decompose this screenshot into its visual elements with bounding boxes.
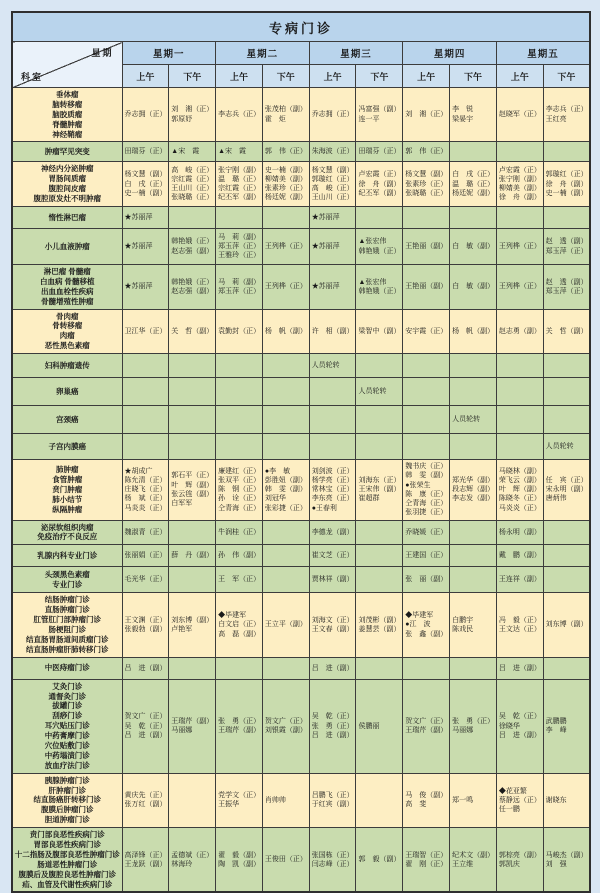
schedule-cell: 孙 伟（副）: [216, 545, 263, 567]
dept-cell: 胰腺肿瘤门诊 肝肿瘤门诊 结直肠癌肝转移门诊 腹膜后肿瘤门诊 胆道肿瘤门诊: [12, 773, 122, 827]
table-row: [12, 520, 590, 545]
schedule-cell: 吕鹏飞（正） 于红宾（副）: [309, 773, 356, 827]
schedule-cell: [169, 378, 216, 406]
week-dept-corner-cell: [12, 42, 122, 88]
schedule-cell: 魏淑青（正）: [122, 520, 169, 545]
dept-cell: 乳腺内科专业门诊: [12, 545, 122, 567]
dept-cell: 中医痔瘤门诊: [12, 657, 122, 679]
schedule-cell: 刘海文（正） 王文春（副）: [309, 593, 356, 657]
schedule-cell: 郭石平（正） 叶 辉（副） 张云毪（副） 白军军: [169, 460, 216, 520]
schedule-cell: 乔晓媛（正）: [403, 520, 450, 545]
pm-header: 下午: [262, 65, 309, 88]
schedule-cell: 冯 毅（正） 王文达（正）: [496, 593, 543, 657]
schedule-cell: 贺文广（正） 王瑞芹（副）: [403, 679, 450, 773]
schedule-cell: 刘东博（副） 卢艳军: [169, 593, 216, 657]
schedule-cell: 王文渊（正） 张毅勃（副）: [122, 593, 169, 657]
schedule-sheet: [11, 0, 589, 893]
am-header: 上午: [403, 65, 450, 88]
title-row: [12, 12, 590, 42]
day-header-friday: 星期五: [496, 42, 590, 65]
table-row: [12, 460, 590, 520]
schedule-cell: 王瑞芹（副） 马丽娜: [169, 679, 216, 773]
schedule-cell: 刘 湘（正）: [403, 88, 450, 142]
schedule-cell: 杨文慧（副） 白 戌（正） 史一楠（副）: [122, 162, 169, 207]
schedule-cell: [356, 406, 403, 434]
schedule-cell: [403, 406, 450, 434]
schedule-cell: 郭 毅（副）: [356, 828, 403, 893]
schedule-cell: 人员轮转: [309, 354, 356, 378]
schedule-cell: 杨 帆（副）: [262, 309, 309, 354]
schedule-cell: [543, 207, 590, 229]
schedule-cell: 王艳丽（副）: [403, 229, 450, 265]
table-row: [12, 142, 590, 162]
schedule-cell: [403, 207, 450, 229]
pm-header: 下午: [356, 65, 403, 88]
schedule-cell: ▲宋 霞: [169, 142, 216, 162]
schedule-cell: [543, 520, 590, 545]
schedule-cell: ★苏丽萍: [122, 229, 169, 265]
dept-cell: 小儿血液肿瘤: [12, 229, 122, 265]
schedule-cell: [262, 520, 309, 545]
schedule-cell: ▲宋 霞: [216, 142, 263, 162]
schedule-cell: [356, 773, 403, 827]
schedule-cell: ◆花亚繁 蔡静远（正） 任一鹏: [496, 773, 543, 827]
schedule-cell: 朱海波（正）: [309, 142, 356, 162]
schedule-cell: 白 敏（副）: [450, 229, 497, 265]
schedule-cell: [356, 520, 403, 545]
pm-header: 下午: [169, 65, 216, 88]
day-header-monday: 星期一: [122, 42, 216, 65]
table-row: [12, 88, 590, 142]
schedule-cell: [356, 354, 403, 378]
schedule-cell: [309, 434, 356, 460]
dept-cell: 卵巢癌: [12, 378, 122, 406]
am-header: 上午: [122, 65, 169, 88]
schedule-cell: ▲张宏伟 韩艳娥（正）: [356, 265, 403, 310]
dept-cell: 结肠肿瘤门诊 直肠肿瘤门诊 肛管肛门部肿瘤门诊 肠梗阻门诊 结直肠胃肠道间质瘤门诊 结直肠肿瘤肝肺转移门诊: [12, 593, 122, 657]
dept-cell: 妇科肿瘤遗传: [12, 354, 122, 378]
dept-cell: 泌尿软组织肉瘤 免疫治疗不良反应: [12, 520, 122, 545]
schedule-cell: [450, 434, 497, 460]
schedule-cell: 刘东博（副）: [543, 593, 590, 657]
schedule-cell: 王列桦（正）: [262, 265, 309, 310]
schedule-cell: 杨文慧（副） 郭璇红（正） 高 峻（正） 王山川（正）: [309, 162, 356, 207]
schedule-cell: 郑一鸣: [450, 773, 497, 827]
schedule-cell: 马 俊（副） 高 斐: [403, 773, 450, 827]
schedule-cell: 郭 伟（正）: [262, 142, 309, 162]
schedule-cell: [403, 354, 450, 378]
schedule-cell: 卫江华（正）: [122, 309, 169, 354]
schedule-cell: [450, 354, 497, 378]
day-header-tuesday: 星期二: [216, 42, 310, 65]
schedule-cell: 韩艳娥（正） 赵志强（副）: [169, 229, 216, 265]
schedule-cell: 赵 透（副） 郑玉萍（正）: [543, 265, 590, 310]
schedule-cell: [450, 567, 497, 593]
schedule-cell: 关 哲（副）: [543, 309, 590, 354]
schedule-cell: [169, 520, 216, 545]
dept-label: 科室: [21, 72, 44, 82]
table-row: [12, 229, 590, 265]
schedule-cell: 王连祥（副）: [496, 567, 543, 593]
schedule-cell: [496, 354, 543, 378]
schedule-cell: [122, 354, 169, 378]
schedule-cell: 魏书庆（正） 韩 雯（副） ●张荣生 陈 康（正） 仝青海（正） 张羽捷（正）: [403, 460, 450, 520]
schedule-cell: 郭棕亮（副） 郭凯庆: [496, 828, 543, 893]
schedule-cell: 吴 乾（正） 张 勇（正） 吕 进（副）: [309, 679, 356, 773]
schedule-cell: 崔文芝（正）: [309, 545, 356, 567]
schedule-cell: 薛 丹（副）: [169, 545, 216, 567]
schedule-cell: 郭璇红（正） 徐 舟（副） 史一楠（副）: [543, 162, 590, 207]
schedule-cell: [262, 434, 309, 460]
day-header-wednesday: 星期三: [309, 42, 403, 65]
schedule-cell: 王立平（副）: [262, 593, 309, 657]
schedule-cell: 人员轮转: [356, 378, 403, 406]
schedule-cell: 王建国（正）: [403, 545, 450, 567]
schedule-cell: [543, 354, 590, 378]
schedule-cell: 王列桦（正）: [262, 229, 309, 265]
schedule-cell: 吕 进（副）: [309, 657, 356, 679]
table-row: [12, 354, 590, 378]
page-title: 专病门诊: [12, 12, 590, 42]
dept-cell: 艾灸门诊 通督灸门诊 拔罐门诊 刮痧门诊 耳穴贴压门诊 中药膏摩门诊 穴位贴敷门诊 中药塌渍门诊 放血疗法门诊: [12, 679, 122, 773]
table-row: [12, 593, 590, 657]
schedule-cell: [262, 545, 309, 567]
schedule-cell: 张宁刚（副） 温 璐（正） 宗红霞（正） 纪丕军（副）: [216, 162, 263, 207]
schedule-cell: [356, 567, 403, 593]
schedule-cell: [356, 545, 403, 567]
schedule-cell: 人员轮转: [543, 434, 590, 460]
schedule-cell: [450, 378, 497, 406]
schedule-cell: 杨永明（副）: [496, 520, 543, 545]
dept-cell: 垂体瘤 脑转移瘤 脑胶质瘤 脊髓肿瘤 神经鞘瘤: [12, 88, 122, 142]
schedule-cell: [169, 773, 216, 827]
schedule-cell: [216, 434, 263, 460]
schedule-cell: 赵 透（副） 郑玉萍（正）: [543, 229, 590, 265]
schedule-cell: [216, 378, 263, 406]
schedule-cell: 贺文广（正） 刘银霞（副）: [262, 679, 309, 773]
schedule-cell: [543, 545, 590, 567]
schedule-cell: [543, 378, 590, 406]
schedule-cell: 史一楠（副） 柳婧美（副） 张素珍（正） 杨廷妮（副）: [262, 162, 309, 207]
schedule-cell: 张丽娟（正）: [122, 545, 169, 567]
dept-cell: 神经内分泌肿瘤 胃肠间质瘤 腹腔间皮瘤 腹腔原发灶不明肿瘤: [12, 162, 122, 207]
schedule-cell: 田瑞芬（正）: [122, 142, 169, 162]
schedule-cell: 杨 帆（副）: [450, 309, 497, 354]
table-row: [12, 773, 590, 827]
schedule-cell: 贺文广（正） 吴 乾（正） 吕 进（副）: [122, 679, 169, 773]
schedule-cell: 吕 进（副）: [122, 657, 169, 679]
schedule-cell: 李 锐 梁晏宇: [450, 88, 497, 142]
schedule-cell: [450, 657, 497, 679]
schedule-cell: ★苏丽萍: [122, 265, 169, 310]
schedule-cell: [543, 142, 590, 162]
schedule-cell: 李德龙（副）: [309, 520, 356, 545]
schedule-cell: 卢宏霞（正） 徐 舟（副） 纪丕军（副）: [356, 162, 403, 207]
schedule-cell: 王列桦（正）: [496, 229, 543, 265]
schedule-cell: 牛润桂（正）: [216, 520, 263, 545]
schedule-cell: [543, 406, 590, 434]
schedule-cell: [122, 434, 169, 460]
table-row: [12, 265, 590, 310]
schedule-cell: ▲张宏伟 韩艳娥（正）: [356, 229, 403, 265]
schedule-cell: [403, 378, 450, 406]
schedule-cell: 纪术文（副） 王立维: [450, 828, 497, 893]
pm-header: 下午: [450, 65, 497, 88]
schedule-cell: 赵晓军（正）: [496, 88, 543, 142]
dept-cell: 子宫内膜癌: [12, 434, 122, 460]
schedule-cell: 吕 进（副）: [496, 657, 543, 679]
schedule-cell: 乔志拥（正）: [122, 88, 169, 142]
schedule-cell: ◆毕建军 ●江 波 张 鑫（副）: [403, 593, 450, 657]
schedule-cell: 张 丽（副）: [403, 567, 450, 593]
schedule-cell: 张 勇（正） 王瑞芹（副）: [216, 679, 263, 773]
schedule-cell: 王俊田（正）: [262, 828, 309, 893]
schedule-cell: 张 勇（正） 马丽娜: [450, 679, 497, 773]
schedule-cell: 郑光华（副） 段志辉（副） 李志发（副）: [450, 460, 497, 520]
schedule-cell: [122, 378, 169, 406]
schedule-cell: [450, 142, 497, 162]
schedule-cell: ●李 敏 彭胜妞（副） 韩 雯（副） 刘冠华 张彩捷（正）: [262, 460, 309, 520]
schedule-cell: 高 峻（正） 宗红霞（正） 王山川（正） 张晓璐（正）: [169, 162, 216, 207]
schedule-cell: 吴 乾（正） 徐晓华 吕 进（副）: [496, 679, 543, 773]
schedule-cell: 肖帅帅: [262, 773, 309, 827]
schedule-cell: [262, 567, 309, 593]
table-row: [12, 567, 590, 593]
schedule-cell: [309, 406, 356, 434]
schedule-cell: 毛光华（正）: [122, 567, 169, 593]
table-row: [12, 828, 590, 893]
schedule-cell: [169, 207, 216, 229]
dept-cell: 贲门部良恶性疾病门诊 胃部良恶性疾病门诊 十二指肠及腹部良恶性肿瘤门诊 肠道恶性肿瘤门诊 腹膜后及腹腔良恶性肿瘤门诊 疝、血管及代谢性疾病门诊: [12, 828, 122, 893]
schedule-body: [12, 88, 590, 893]
schedule-cell: [262, 207, 309, 229]
week-label: 星期: [91, 48, 114, 58]
schedule-cell: [169, 406, 216, 434]
schedule-cell: [496, 406, 543, 434]
schedule-cell: [403, 434, 450, 460]
schedule-cell: 张国栋（正） 闫志峰（正）: [309, 828, 356, 893]
schedule-cell: 马晓林（副） 荣飞云（副） 叶 辉（副） 陈晓冬（正） 马炎炎（正）: [496, 460, 543, 520]
schedule-cell: 李志兵（正）: [216, 88, 263, 142]
table-row: [12, 207, 590, 229]
schedule-cell: 王艳丽（副）: [403, 265, 450, 310]
schedule-cell: ★苏丽萍: [309, 207, 356, 229]
table-row: [12, 679, 590, 773]
schedule-cell: [356, 434, 403, 460]
schedule-cell: ★苏丽萍: [309, 229, 356, 265]
schedule-cell: [169, 657, 216, 679]
pm-header: 下午: [543, 65, 590, 88]
schedule-cell: [216, 406, 263, 434]
dept-cell: 肿瘤罕见突变: [12, 142, 122, 162]
schedule-cell: 袁勤封（正）: [216, 309, 263, 354]
schedule-cell: 党学文（正） 王振华: [216, 773, 263, 827]
schedule-cell: 杨文慧（副） 张素珍（正） 张晓璐（正）: [403, 162, 450, 207]
schedule-cell: 卢宏霞（正） 张宁刚（副） 柳婧美（副） 徐 舟（副）: [496, 162, 543, 207]
dept-cell: 肺肿瘤 食管肿瘤 贲门肿瘤 肺小结节 纵隔肿瘤: [12, 460, 122, 520]
schedule-cell: [543, 657, 590, 679]
schedule-cell: 马 莉（副） 郑玉萍（正） 王雅玲（正）: [216, 229, 263, 265]
schedule-cell: 孟德斌（正） 林海玲: [169, 828, 216, 893]
schedule-cell: 刘 湘（正） 郭原妤: [169, 88, 216, 142]
schedule-cell: 梁智中（副）: [356, 309, 403, 354]
schedule-cell: [496, 434, 543, 460]
table-row: [12, 545, 590, 567]
schedule-cell: [262, 378, 309, 406]
schedule-cell: ★苏丽萍: [309, 265, 356, 310]
schedule-cell: 王 军（正）: [216, 567, 263, 593]
schedule-cell: [450, 520, 497, 545]
schedule-cell: 马 莉（副） 郑玉萍（正）: [216, 265, 263, 310]
schedule-cell: 刘茂彬（副） 姜慧芸（副）: [356, 593, 403, 657]
schedule-cell: [309, 378, 356, 406]
dept-cell: 骨肉瘤 骨转移瘤 肉瘤 恶性黑色素瘤: [12, 309, 122, 354]
schedule-cell: [216, 354, 263, 378]
schedule-cell: 戴 鹏（副）: [496, 545, 543, 567]
schedule-cell: 贾林祥（副）: [309, 567, 356, 593]
schedule-cell: [122, 406, 169, 434]
schedule-cell: 韩艳娥（正） 赵志强（副）: [169, 265, 216, 310]
schedule-cell: [496, 378, 543, 406]
schedule-cell: 赵志勇（副）: [496, 309, 543, 354]
table-row: [12, 406, 590, 434]
table-row: [12, 378, 590, 406]
schedule-cell: 冯富强（副） 连一平: [356, 88, 403, 142]
schedule-cell: 张茂柏（副） 霍 炬: [262, 88, 309, 142]
schedule-cell: 马峻杰（副） 刘 强: [543, 828, 590, 893]
schedule-cell: 安宇霞（正）: [403, 309, 450, 354]
schedule-cell: 高泽锋（正） 王龙跃（副）: [122, 828, 169, 893]
schedule-cell: ★胡成广 陈允清（正） 庄晓飞（正） 杨 斌（正） 马炎炎（正）: [122, 460, 169, 520]
am-header: 上午: [216, 65, 263, 88]
schedule-cell: 白鹏宇 陈戏民: [450, 593, 497, 657]
dept-cell: 头颈黑色素瘤 专业门诊: [12, 567, 122, 593]
schedule-cell: [262, 354, 309, 378]
dept-cell: 淋巴瘤 骨髓瘤 白血病 骨髓移植 出血血栓性疾病 骨髓增殖性肿瘤: [12, 265, 122, 310]
schedule-cell: [450, 207, 497, 229]
day-header-thursday: 星期四: [403, 42, 497, 65]
schedule-cell: 翟 毅（副） 陶 凯（副）: [216, 828, 263, 893]
am-header: 上午: [309, 65, 356, 88]
schedule-cell: [496, 207, 543, 229]
schedule-cell: [403, 657, 450, 679]
schedule-cell: [169, 567, 216, 593]
schedule-cell: [356, 207, 403, 229]
schedule-cell: [356, 657, 403, 679]
schedule-cell: [450, 545, 497, 567]
schedule-cell: 黄庆先（正） 张万红（副）: [122, 773, 169, 827]
schedule-cell: 王瑞智（正） 翟 刚（正）: [403, 828, 450, 893]
schedule-cell: 李志兵（正） 王红亮: [543, 88, 590, 142]
schedule-cell: 任 宾（正） 宋永明（副） 唐炳伟: [543, 460, 590, 520]
schedule-cell: [496, 142, 543, 162]
day-header-row: [12, 42, 590, 65]
schedule-cell: 白 敏（副）: [450, 265, 497, 310]
table-row: [12, 657, 590, 679]
dept-cell: 惰性淋巴瘤: [12, 207, 122, 229]
schedule-cell: 郭 伟（正）: [403, 142, 450, 162]
schedule-cell: 乔志拥（正）: [309, 88, 356, 142]
schedule-cell: [169, 434, 216, 460]
am-header: 上午: [496, 65, 543, 88]
schedule-cell: [169, 354, 216, 378]
schedule-cell: 关 哲（副）: [169, 309, 216, 354]
schedule-cell: 人员轮转: [450, 406, 497, 434]
clinic-schedule-table: [11, 11, 591, 893]
schedule-cell: [262, 406, 309, 434]
schedule-cell: 刘剑波（正） 杨学亮（正） 常林宝（正） 李东亮（正） ●王春利: [309, 460, 356, 520]
schedule-cell: 武鹏鹏 李 峰: [543, 679, 590, 773]
schedule-cell: [262, 657, 309, 679]
schedule-cell: ◆毕建军 白文启（正） 高 磊（副）: [216, 593, 263, 657]
schedule-cell: 侯鹏丽: [356, 679, 403, 773]
table-row: [12, 434, 590, 460]
schedule-cell: [543, 567, 590, 593]
schedule-cell: 谢晓东: [543, 773, 590, 827]
schedule-cell: 刘海东（正） 王宋伟（副） 崔超群: [356, 460, 403, 520]
schedule-cell: ★苏丽萍: [122, 207, 169, 229]
schedule-cell: 许 相（副）: [309, 309, 356, 354]
dept-cell: 宫颈癌: [12, 406, 122, 434]
table-row: [12, 309, 590, 354]
schedule-cell: 王列桦（正）: [496, 265, 543, 310]
schedule-cell: [216, 657, 263, 679]
table-row: [12, 162, 590, 207]
schedule-cell: 廉建红（正） 张双平（正） 陈 钢（正） 孙 诠（正） 仝青海（正）: [216, 460, 263, 520]
schedule-cell: [216, 207, 263, 229]
schedule-cell: 田瑞芬（正）: [356, 142, 403, 162]
schedule-cell: 白 戌（正） 温 璐（正） 杨廷妮（副）: [450, 162, 497, 207]
